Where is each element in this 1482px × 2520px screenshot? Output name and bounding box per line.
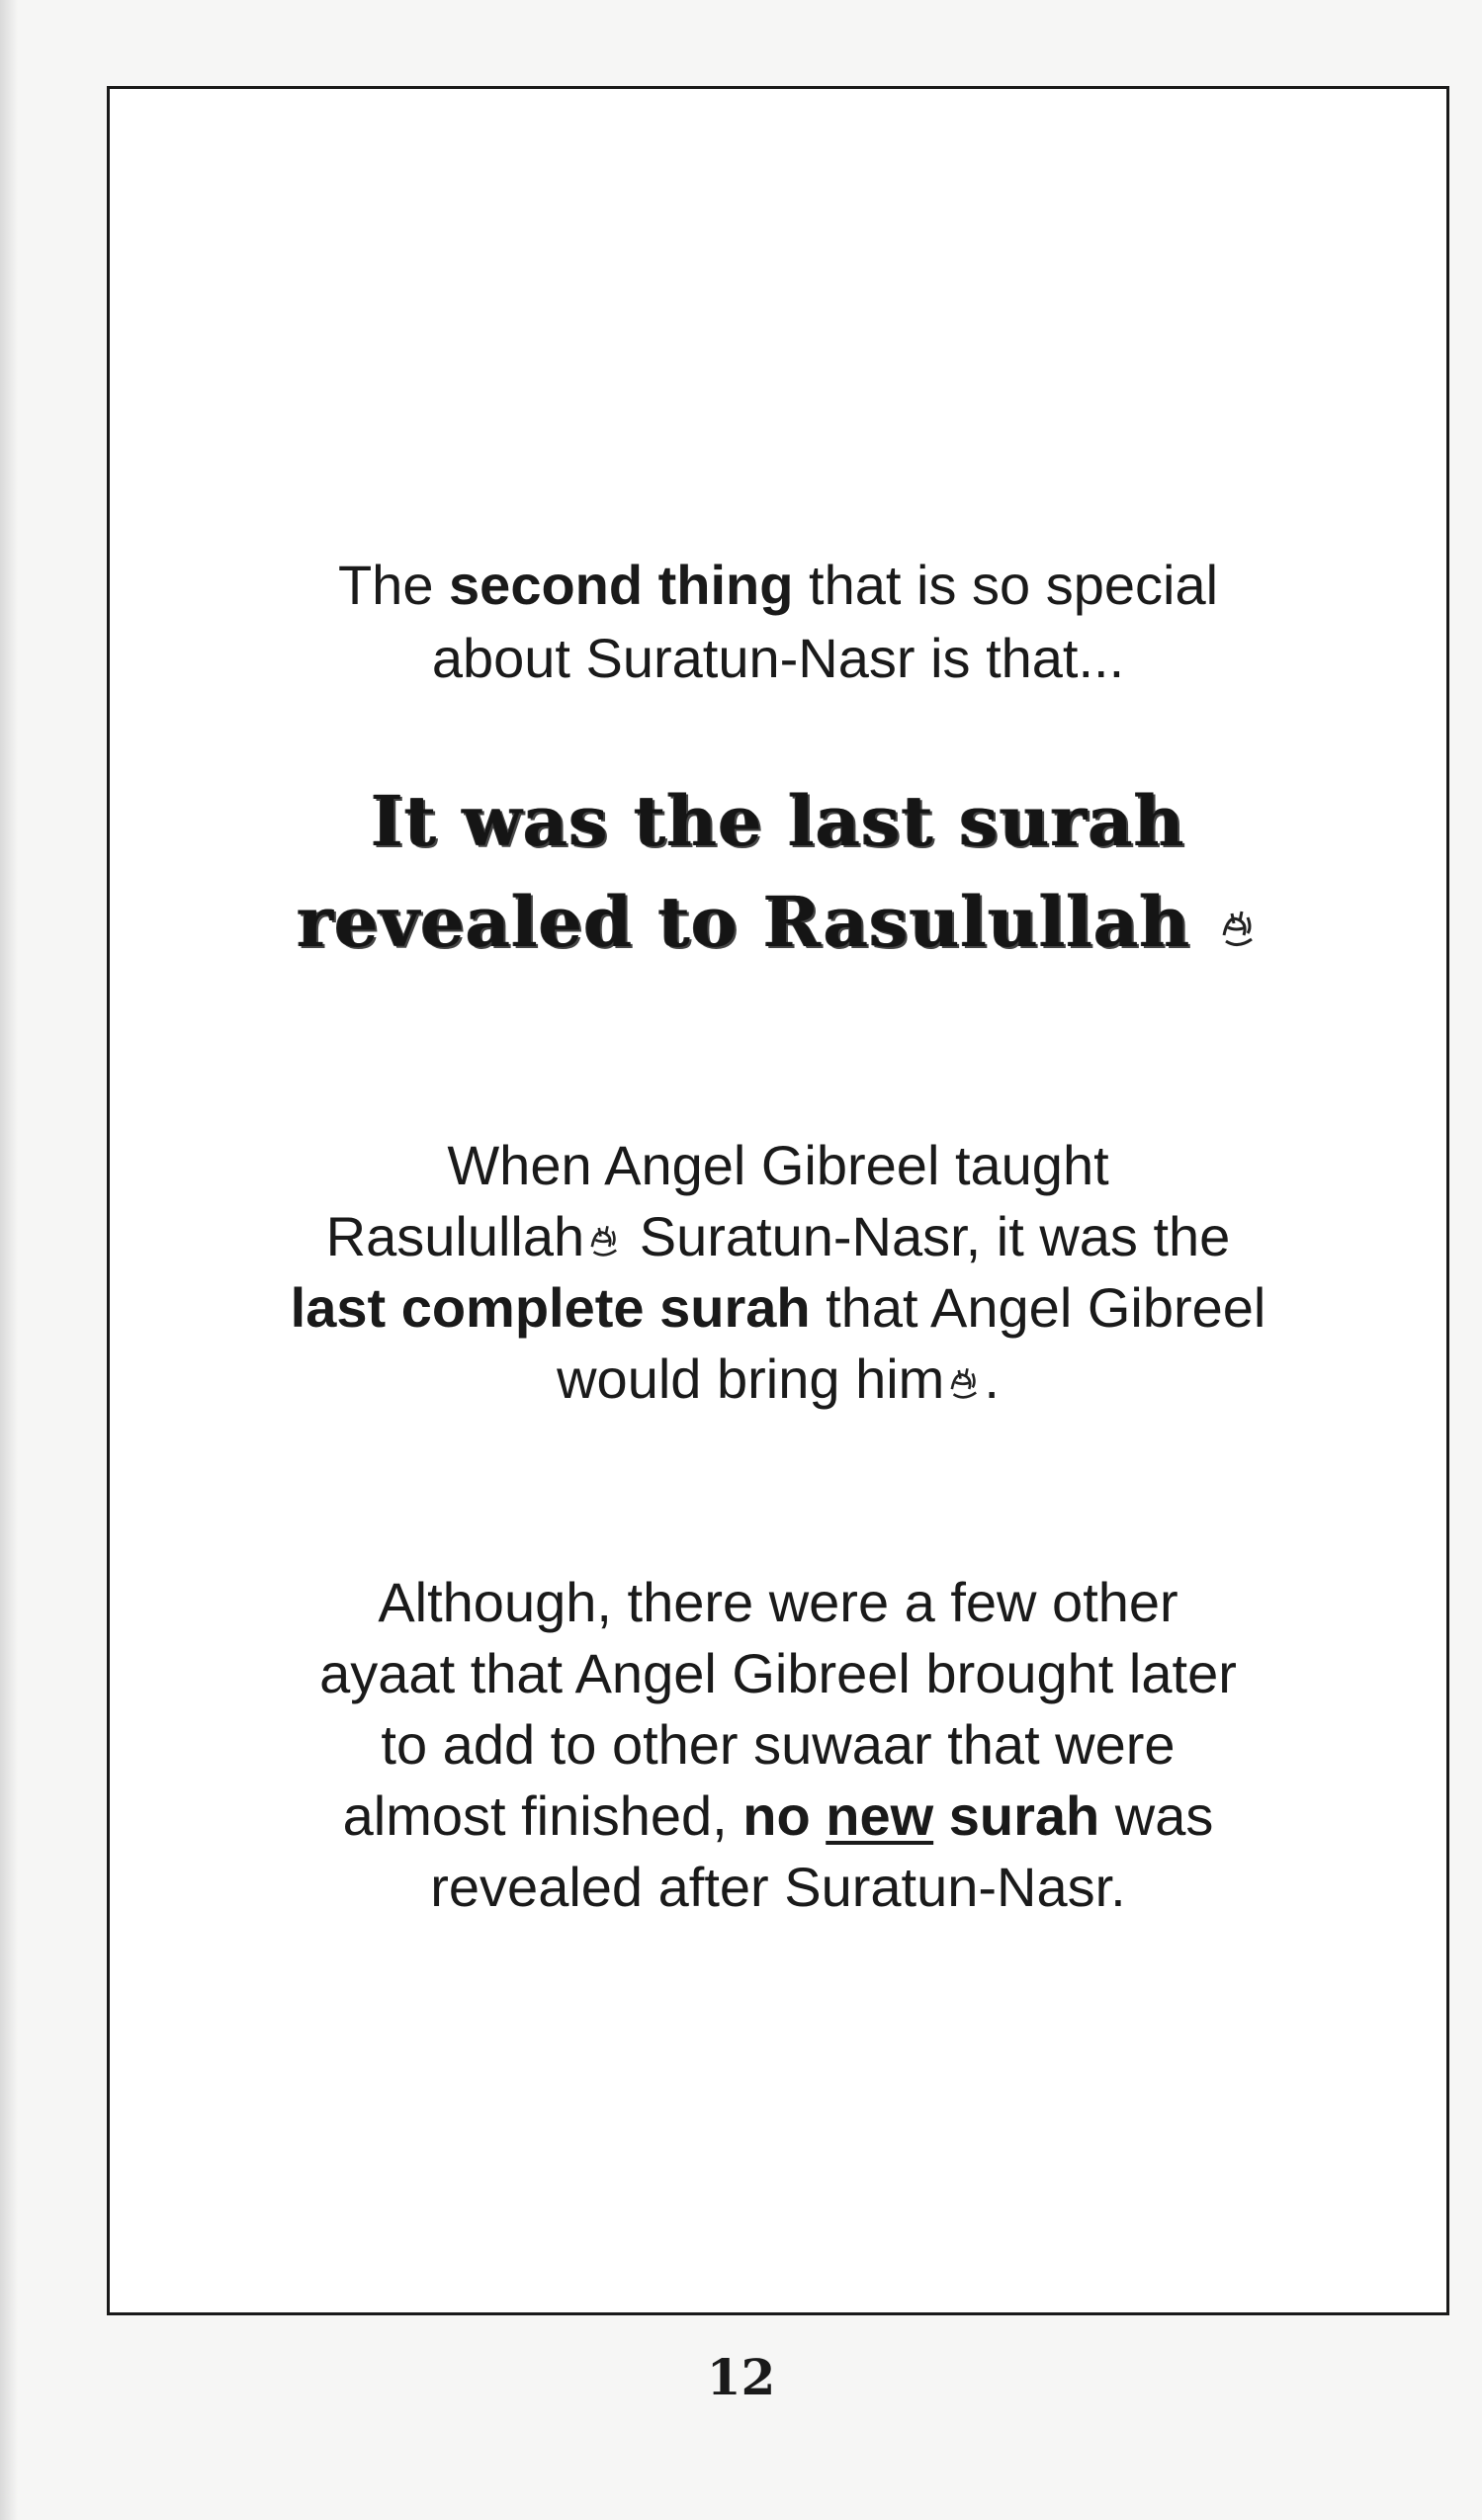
para2-line-3: to add to other suwaar that were bbox=[381, 1713, 1176, 1776]
para2-bold-surah: surah bbox=[933, 1784, 1100, 1847]
para2-line-2: ayaat that Angel Gibreel brought later bbox=[319, 1642, 1237, 1704]
para2-line-4 bbox=[110, 1781, 1446, 1852]
para1-l4a: would bring him bbox=[557, 1347, 945, 1410]
para2-l4a: almost finished, bbox=[342, 1784, 743, 1847]
para1-l2b: Suratun-Nasr, it was the bbox=[624, 1205, 1231, 1267]
intro-bold: second thing bbox=[449, 554, 794, 616]
intro-text-1: The bbox=[337, 554, 450, 616]
para2-bold-no: no bbox=[742, 1784, 827, 1847]
salawat-calligraphy-icon bbox=[946, 1363, 982, 1403]
headline bbox=[110, 771, 1446, 973]
para1-l4b: . bbox=[984, 1347, 1000, 1410]
para2-bold bbox=[742, 1784, 1099, 1847]
intro-line-1 bbox=[110, 549, 1446, 622]
para1-line-4 bbox=[110, 1344, 1446, 1415]
intro-line-2: about Suratun-Nasr is that... bbox=[431, 627, 1125, 689]
para2-l4c: was bbox=[1099, 1784, 1214, 1847]
para1-l2a: Rasulullah bbox=[325, 1205, 585, 1267]
headline-line-2 bbox=[110, 872, 1446, 973]
para1-bold: last complete surah bbox=[290, 1276, 811, 1339]
headline-line-1: It was the last surah bbox=[371, 780, 1185, 862]
para1-line-2 bbox=[110, 1201, 1446, 1272]
intro-text bbox=[110, 549, 1446, 695]
para1-line-1: When Angel Gibreel taught bbox=[447, 1134, 1109, 1196]
page-edge-shadow bbox=[0, 0, 18, 2520]
para2-line-1: Although, there were a few other bbox=[378, 1571, 1178, 1633]
para1-l3t: that Angel Gibreel bbox=[810, 1276, 1266, 1339]
paragraph-2 bbox=[110, 1567, 1446, 1923]
para2-line-5: revealed after Suratun-Nasr. bbox=[430, 1856, 1126, 1918]
intro-text-2: that is so special bbox=[793, 554, 1219, 616]
para2-underlined-new: new bbox=[826, 1784, 934, 1847]
salawat-calligraphy-icon bbox=[586, 1221, 622, 1260]
para1-line-3 bbox=[110, 1272, 1446, 1344]
headline-line-2-text: revealed to Rasulullah bbox=[297, 881, 1191, 963]
page-number: 12 bbox=[706, 2348, 776, 2406]
salawat-calligraphy-icon bbox=[1218, 906, 1258, 951]
paragraph-1 bbox=[110, 1130, 1446, 1415]
page-frame bbox=[107, 86, 1449, 2315]
